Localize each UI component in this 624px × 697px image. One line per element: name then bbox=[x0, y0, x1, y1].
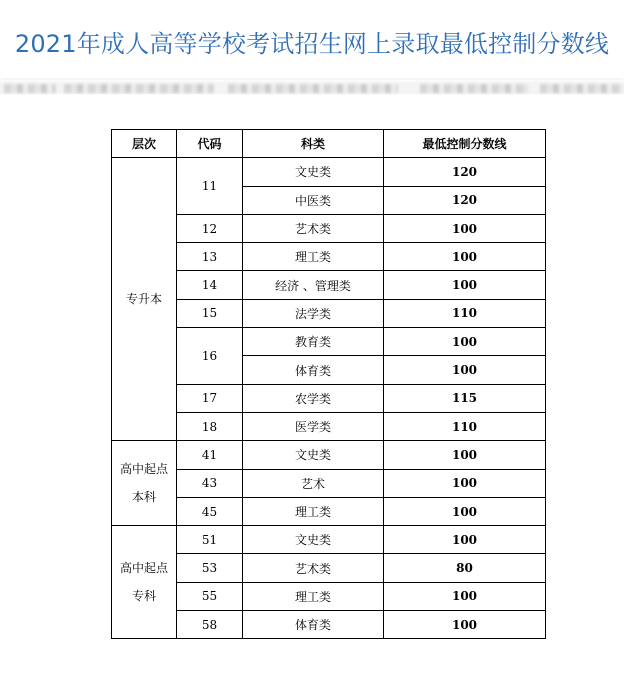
score-cell: 110 bbox=[384, 412, 546, 440]
table-row bbox=[112, 554, 546, 582]
page-header bbox=[0, 0, 624, 78]
score-cell: 100 bbox=[384, 271, 546, 299]
score-cell: 100 bbox=[384, 526, 546, 554]
header-level: 层次 bbox=[112, 130, 177, 158]
subject-cell: 理工类 bbox=[243, 497, 384, 525]
level-label: 专升本 bbox=[125, 292, 162, 307]
subject-cell: 农学类 bbox=[243, 384, 384, 412]
subject-cell: 体育类 bbox=[243, 356, 384, 384]
code-cell: 55 bbox=[177, 582, 243, 610]
level-label-line: 本科 bbox=[131, 490, 156, 505]
table-row bbox=[112, 412, 546, 440]
table-row bbox=[112, 243, 546, 271]
blurred-meta-segment bbox=[4, 84, 56, 93]
score-cell: 100 bbox=[384, 441, 546, 469]
subject-cell: 法学类 bbox=[243, 299, 384, 327]
score-cell: 120 bbox=[384, 158, 546, 186]
table-row bbox=[112, 384, 546, 412]
table-row bbox=[112, 214, 546, 242]
subject-cell: 文史类 bbox=[243, 441, 384, 469]
code-cell: 12 bbox=[177, 214, 243, 242]
code-cell: 16 bbox=[177, 328, 243, 385]
score-cell: 100 bbox=[384, 243, 546, 271]
code-cell: 43 bbox=[177, 469, 243, 497]
code-cell: 14 bbox=[177, 271, 243, 299]
score-cell: 100 bbox=[384, 356, 546, 384]
code-cell: 41 bbox=[177, 441, 243, 469]
header-code: 代码 bbox=[177, 130, 243, 158]
blurred-meta-segment bbox=[64, 84, 214, 93]
level-label-line: 高中起点 bbox=[119, 561, 168, 576]
subject-cell: 理工类 bbox=[243, 582, 384, 610]
table-row bbox=[112, 497, 546, 525]
score-cell: 100 bbox=[384, 214, 546, 242]
code-cell: 18 bbox=[177, 412, 243, 440]
table-row bbox=[112, 611, 546, 639]
subject-cell: 教育类 bbox=[243, 328, 384, 356]
subject-cell: 文史类 bbox=[243, 158, 384, 186]
blurred-meta-segment bbox=[540, 84, 622, 93]
score-cell: 100 bbox=[384, 611, 546, 639]
subject-cell: 艺术类 bbox=[243, 214, 384, 242]
score-table bbox=[111, 129, 546, 639]
blurred-meta-segment bbox=[228, 84, 398, 93]
score-cell: 120 bbox=[384, 186, 546, 214]
level-cell bbox=[112, 441, 177, 526]
table-header-row bbox=[112, 130, 546, 158]
page-title: 2021年成人高等学校考试招生网上录取最低控制分数线 bbox=[14, 30, 610, 58]
score-cell: 100 bbox=[384, 328, 546, 356]
score-cell: 80 bbox=[384, 554, 546, 582]
code-cell: 13 bbox=[177, 243, 243, 271]
level-cell bbox=[112, 158, 177, 441]
subject-cell: 中医类 bbox=[243, 186, 384, 214]
header-subject: 科类 bbox=[243, 130, 384, 158]
score-cell: 110 bbox=[384, 299, 546, 327]
table-row bbox=[112, 158, 546, 186]
table-row bbox=[112, 441, 546, 469]
table-row bbox=[112, 299, 546, 327]
table-row bbox=[112, 469, 546, 497]
score-cell: 115 bbox=[384, 384, 546, 412]
subject-cell: 经济 、管理类 bbox=[243, 271, 384, 299]
blurred-meta-segment bbox=[420, 84, 528, 93]
subject-cell: 体育类 bbox=[243, 611, 384, 639]
subject-cell: 理工类 bbox=[243, 243, 384, 271]
subject-cell: 医学类 bbox=[243, 412, 384, 440]
score-cell: 100 bbox=[384, 497, 546, 525]
score-cell: 100 bbox=[384, 469, 546, 497]
score-cell: 100 bbox=[384, 582, 546, 610]
code-cell: 11 bbox=[177, 158, 243, 215]
level-label-line: 高中起点 bbox=[119, 462, 168, 477]
code-cell: 51 bbox=[177, 526, 243, 554]
level-cell bbox=[112, 526, 177, 639]
table-row bbox=[112, 328, 546, 356]
code-cell: 17 bbox=[177, 384, 243, 412]
level-label-line: 专科 bbox=[131, 589, 156, 604]
code-cell: 45 bbox=[177, 497, 243, 525]
table-row bbox=[112, 271, 546, 299]
table-row bbox=[112, 582, 546, 610]
subject-cell: 艺术类 bbox=[243, 554, 384, 582]
header-min-score: 最低控制分数线 bbox=[384, 130, 546, 158]
subject-cell: 艺术 bbox=[243, 469, 384, 497]
table-row bbox=[112, 526, 546, 554]
code-cell: 15 bbox=[177, 299, 243, 327]
code-cell: 53 bbox=[177, 554, 243, 582]
subject-cell: 文史类 bbox=[243, 526, 384, 554]
code-cell: 58 bbox=[177, 611, 243, 639]
